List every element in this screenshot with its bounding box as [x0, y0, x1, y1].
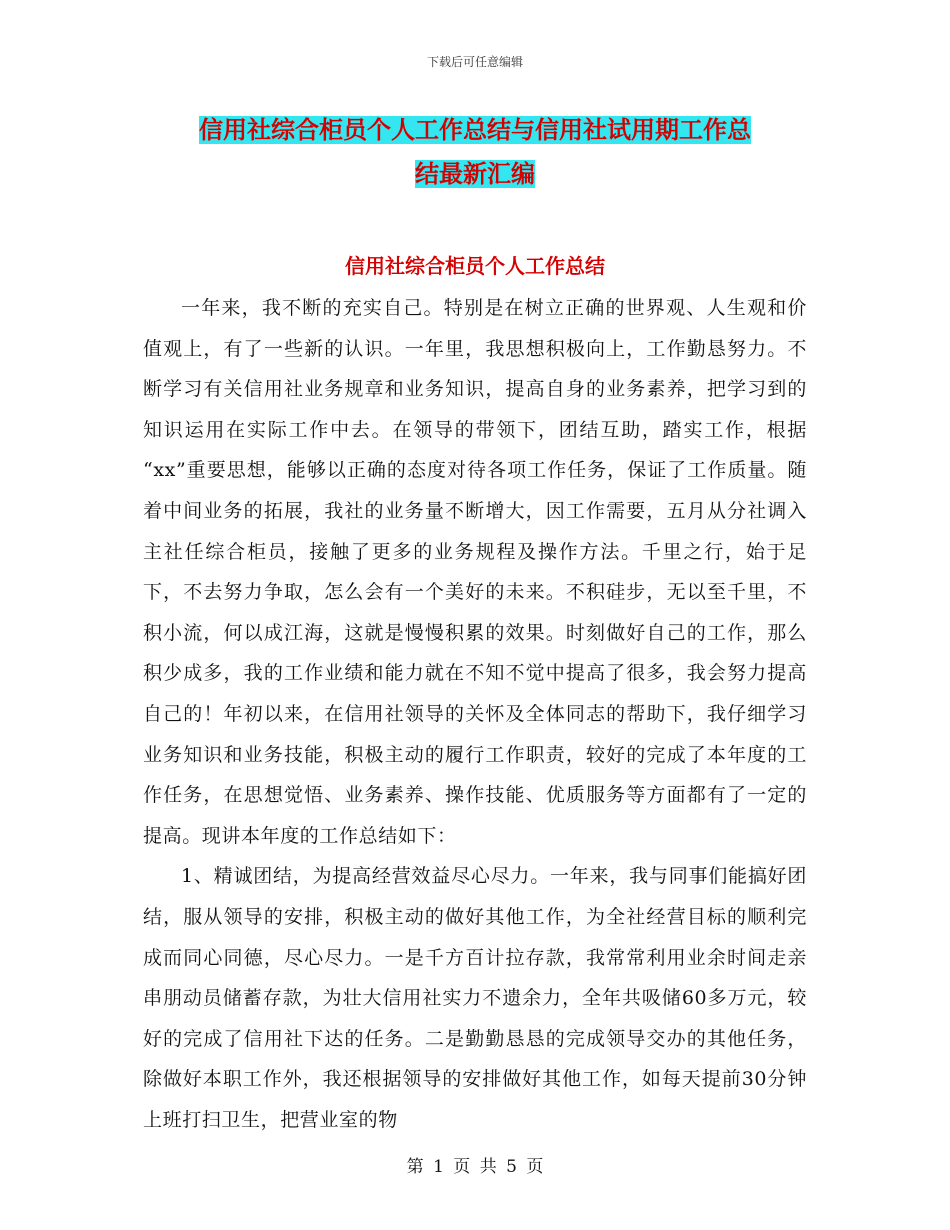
- page-footer: 第 1 页 共 5 页: [406, 1157, 544, 1177]
- document-title-line-2: 结最新汇编: [415, 160, 535, 188]
- document-title-line-1: 信用社综合柜员个人工作总结与信用社试用期工作总: [199, 116, 751, 144]
- header-note: 下载后可任意编辑: [426, 55, 523, 69]
- section-title: 信用社综合柜员个人工作总结: [345, 254, 605, 278]
- body-text: [143, 288, 807, 1140]
- paragraph: 一年来，我不断的充实自己。特别是在树立正确的世界观、人生观和价值观上，有了一些新的认识。一年里，我思想积极向上，工作勤恳努力。不断学习有关信用社业务规章和业务知识，提高自身的业务素养，把学习到的知识运用在实际工作中去。在领导的带领下，团结互助，踏实工作，根据 “xx”重要思想，能够以正确的态度对待各项工作任务，保证了工作质量。随着中间业务的拓展，我社的业务量不断增大，因工作需要，五月从分社调入主社任综合柜员，接触了更多的业务规程及操作方法。千里之行，始于足下，不去努力争取，怎么会有一个美好的未来。不积硅步，无以至千里，不积小流，何以成江海，这就是慢慢积累的效果。时刻做好自己的工作，那么积少成多，我的工作业绩和能力就在不知不觉中提高了很多，我会努力提高自己的！年初以来，在信用社领导的关怀及全体同志的帮助下，我仔细学习业务知识和业务技能，积极主动的履行工作职责，较好的完成了本年度的工作任务，在思想觉悟、业务素养、操作技能、优质服务等方面都有了一定的提高。现讲本年度的工作总结如下：: [143, 297, 807, 847]
- paragraph: 1、精诚团结，为提高经营效益尽心尽力。一年来，我与同事们能搞好团结，服从领导的安排，积极主动的做好其他工作，为全社经营目标的顺利完成而同心同德，尽心尽力。一是千方百计拉存款，我常常利用业余时间走亲串朋动员储蓄存款，为壮大信用社实力不遗余力，全年共吸储60多万元，较好的完成了信用社下达的任务。二是勤勤恳恳的完成领导交办的其他任务，除做好本职工作外，我还根据领导的安排做好其他工作，如每天提前30分钟上班打扫卫生，把营业室的物: [143, 865, 807, 1131]
- document-title: [140, 108, 810, 196]
